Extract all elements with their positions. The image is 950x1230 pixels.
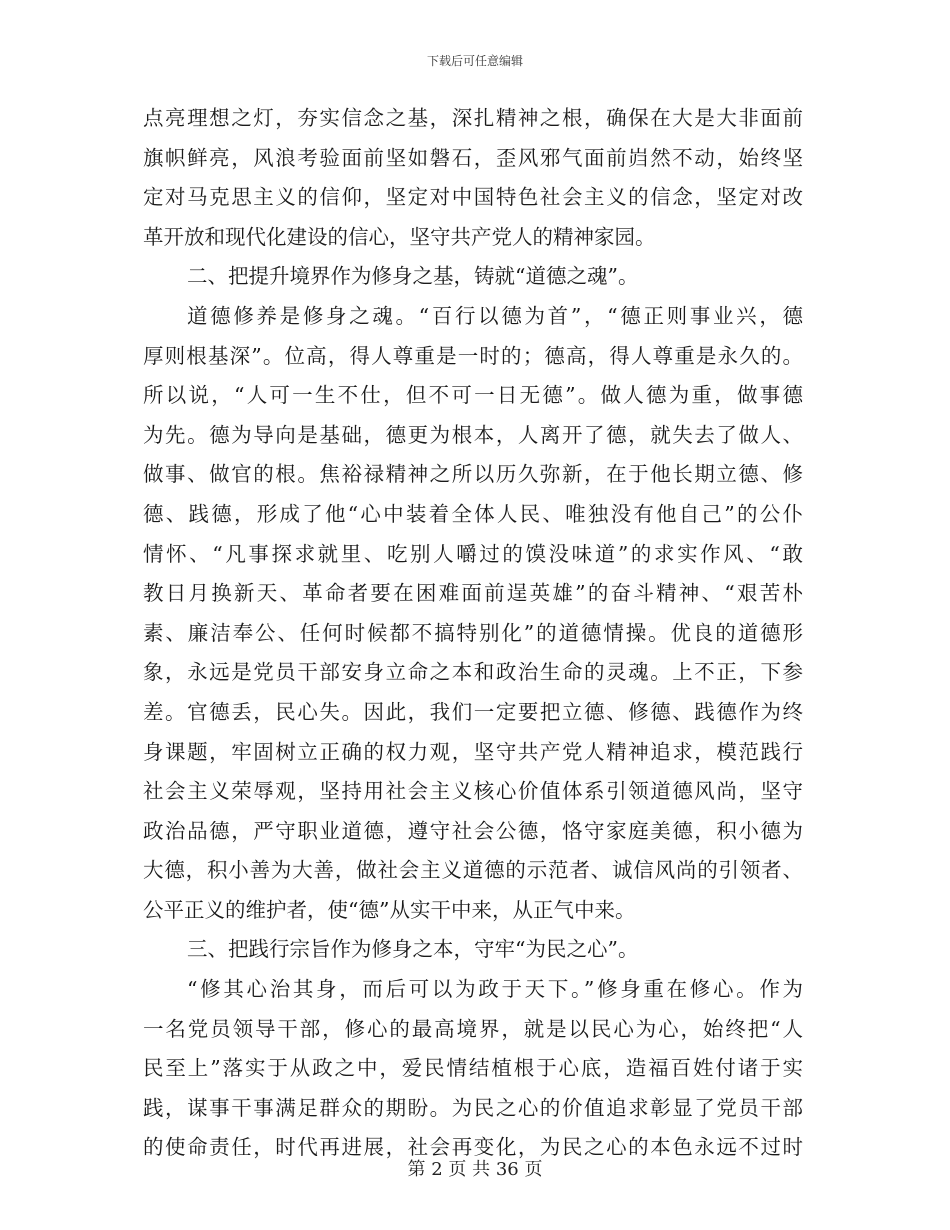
text-line: 素、廉洁奉公、任何时候都不搞特别化”的道德情操。优良的道德形 bbox=[143, 620, 803, 645]
text-line: 身课题，牢固树立正确的权力观，坚守共产党人精神追求，模范践行 bbox=[143, 739, 803, 764]
section-heading: 三、把践行宗旨作为修身之本，守牢“为民之心”。 bbox=[187, 937, 639, 962]
text-line: 公平正义的维护者，使“德”从实干中来，从正气中来。 bbox=[143, 897, 636, 922]
document-body bbox=[143, 99, 803, 1168]
text-line: 差。官德丢，民心失。因此，我们一定要把立德、修德、践德作为终 bbox=[143, 699, 803, 724]
text-line: 厚则根基深”。位高，得人尊重是一时的；德高，得人尊重是永久的。 bbox=[143, 343, 803, 368]
text-line: 一名党员领导干部，修心的最高境界，就是以民心为心，始终把“人 bbox=[143, 1016, 803, 1041]
text-line: 政治品德，严守职业道德，遵守社会公德，恪守家庭美德，积小德为 bbox=[143, 818, 803, 843]
page-header: 下载后可任意编辑 bbox=[426, 54, 523, 68]
text-line: 所以说，“人可一生不仕，但不可一日无德”。做人德为重，做事德 bbox=[143, 383, 803, 408]
text-line: 教日月换新天、革命者要在困难面前逞英雄”的奋斗精神、“艰苦朴 bbox=[143, 581, 803, 606]
text-line: “修其心治其身，而后可以为政于天下。”修身重在修心。作为 bbox=[187, 977, 803, 1002]
section-heading: 二、把提升境界作为修身之基，铸就“道德之魂”。 bbox=[187, 264, 639, 289]
text-line: 社会主义荣辱观，坚持用社会主义核心价值体系引领道德风尚，坚守 bbox=[143, 779, 803, 804]
text-line: 践，谋事干事满足群众的期盼。为民之心的价值追求彰显了党员干部 bbox=[143, 1095, 803, 1120]
text-line: 点亮理想之灯，夯实信念之基，深扎精神之根，确保在大是大非面前 bbox=[143, 106, 803, 130]
text-line: 做事、做官的根。焦裕禄精神之所以历久弥新，在于他长期立德、修 bbox=[143, 462, 803, 487]
text-line: 象，永远是党员干部安身立命之本和政治生命的灵魂。上不正，下参 bbox=[143, 660, 803, 685]
page-footer: 第 2 页 共 36 页 bbox=[407, 1159, 543, 1180]
text-line: 道德修养是修身之魂。“百行以德为首”，“德正则事业兴，德 bbox=[187, 303, 803, 328]
text-line: 定对马克思主义的信仰，坚定对中国特色社会主义的信念，坚定对改 bbox=[143, 185, 803, 210]
text-line: 旗帜鲜亮，风浪考验面前坚如磐石，歪风邪气面前岿然不动，始终坚 bbox=[143, 145, 803, 170]
text-line: 大德，积小善为大善，做社会主义道德的示范者、诚信风尚的引领者、 bbox=[143, 858, 803, 883]
text-line: 德、践德，形成了他“心中装着全体人民、唯独没有他自己”的公仆 bbox=[143, 501, 803, 526]
text-line: 为先。德为导向是基础，德更为根本，人离开了德，就失去了做人、 bbox=[143, 422, 803, 447]
text-line: 革开放和现代化建设的信心，坚守共产党人的精神家园。 bbox=[143, 224, 656, 249]
text-line: 情怀、“凡事探求就里、吃别人嚼过的馍没味道”的求实作风、“敢 bbox=[143, 541, 803, 566]
text-line: 的使命责任，时代再进展，社会再变化，为民之心的本色永远不过时 bbox=[143, 1135, 803, 1160]
text-line: 民至上”落实于从政之中，爱民情结植根于心底，造福百姓付诸于实 bbox=[143, 1056, 803, 1081]
